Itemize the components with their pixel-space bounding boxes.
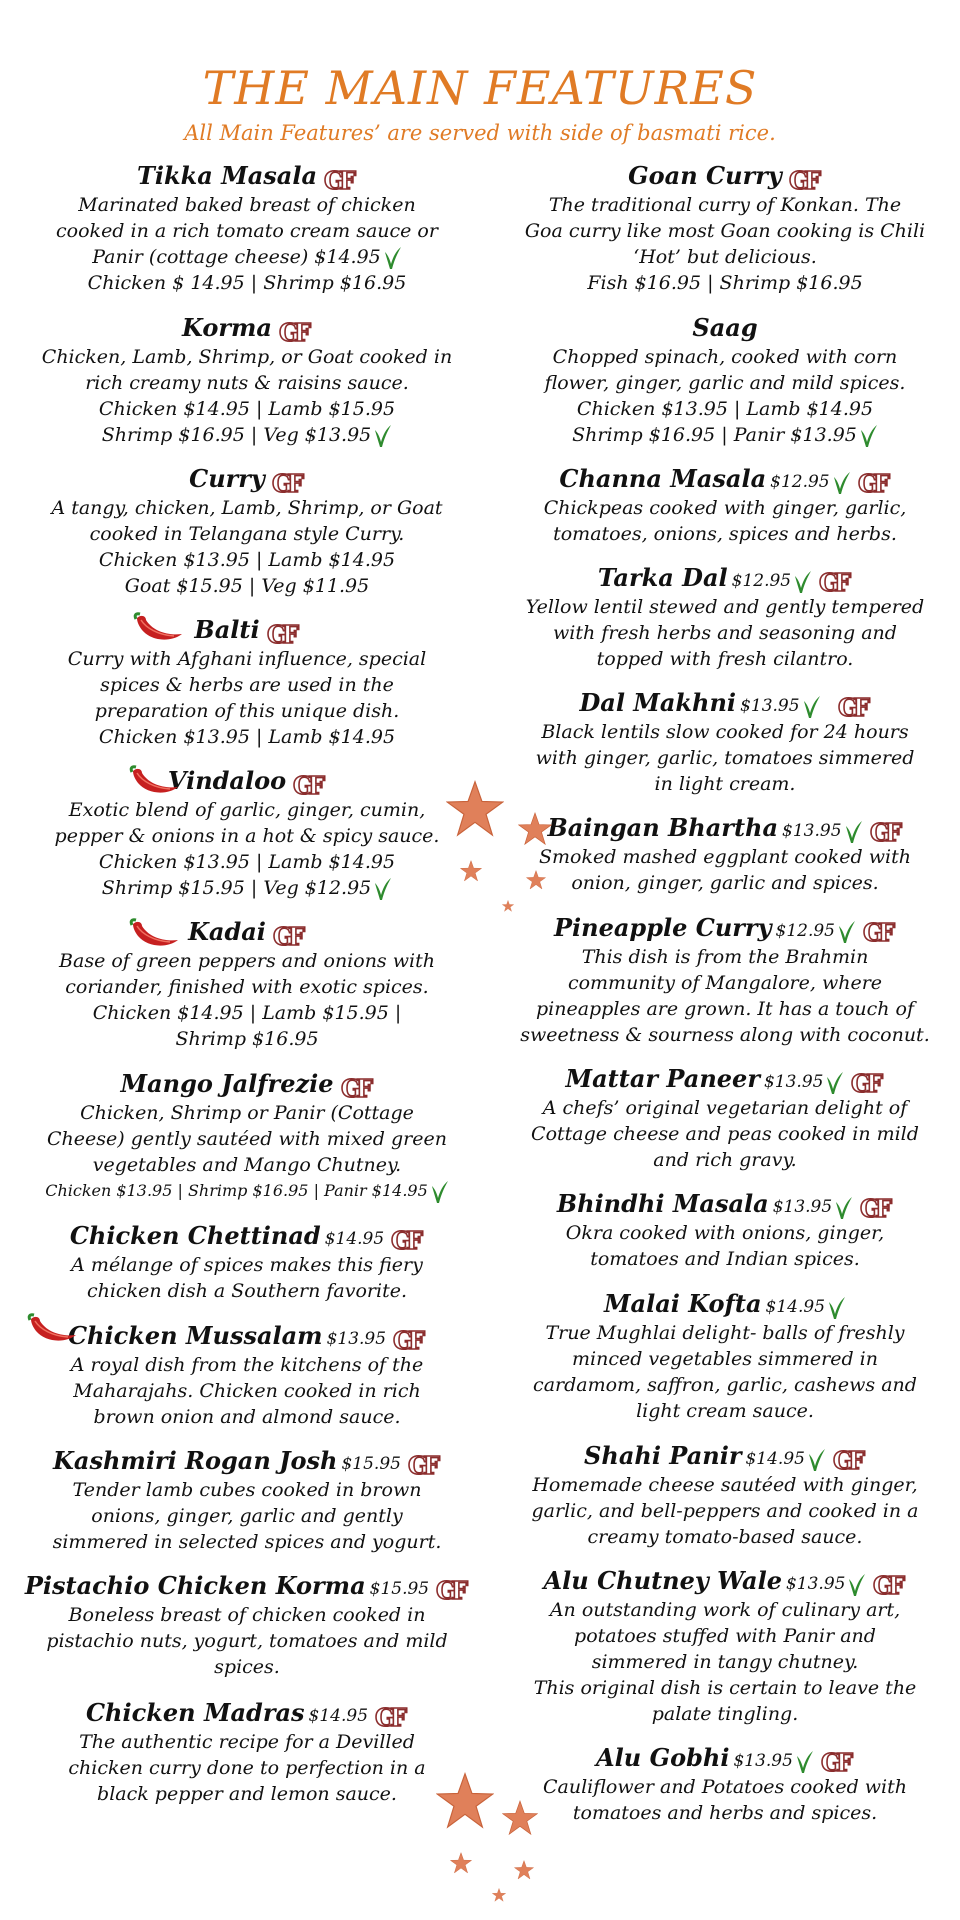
star-icon [460,860,482,882]
gluten-free-icon [271,470,305,496]
item-name: Tarka Dal [597,563,728,592]
item-description: Chicken, Shrimp or Panir (Cottage Cheese) gently sautéed with mixed green vegetables and Mango Chutney. [47,1102,447,1176]
star-icon [514,1860,534,1880]
vegetarian-leaf-icon [796,1750,814,1774]
chili-pepper-icon [128,918,180,950]
item-name: Vindaloo [167,766,287,795]
item-description: Boneless breast of chicken cooked in pistachio nuts, yogurt, tomatoes and mild spices. [46,1604,448,1678]
star-icon [502,900,514,912]
item-name: Chicken Mussalam [67,1321,323,1350]
gluten-free-icon [392,1327,426,1353]
item-name: Pistachio Chicken Korma [24,1571,366,1600]
item-price: $12.95 [775,921,835,941]
gluten-free-icon [869,819,903,845]
item-name: Bhindhi Masala [556,1189,769,1218]
item-price: $13.95 [772,1197,833,1217]
vegetarian-leaf-icon [835,1196,853,1220]
item-price: $12.95 [770,472,830,492]
item-name: Channa Masala [559,464,767,493]
star-icon [518,812,552,846]
item-description: A chefs’ original vegetarian delight of Cottage cheese and peas cooked in mild and rich gravy. [531,1097,919,1171]
item-prices: Fish $16.95 | Shrimp $16.95 [587,272,863,294]
item-description: Tender lamb cubes cooked in brown onions, ginger, garlic and gently simmered in selected spices and yogurt. [52,1479,442,1553]
item-description: True Mughlai delight- balls of freshly minced vegetables simmered in cardamom, saffron, garlic, cashews and light cream sauce. [533,1322,917,1422]
gluten-free-icon [292,772,326,798]
gluten-free-icon [872,1572,906,1598]
item-price: $13.95 [733,1751,793,1771]
item-price: $14.95 [308,1706,369,1726]
item-description: A tangy, chicken, Lamb, Shrimp, or Goat cooked in Telangana style Curry. [51,497,443,545]
star-icon [492,1888,506,1902]
gluten-free-icon [407,1452,441,1478]
item-description: A royal dish from the kitchens of the Maharajahs. Chicken cooked in rich brown onion and almond sauce. [70,1354,424,1428]
item-name: Goan Curry [628,161,782,190]
menu-item-pineapple-curry [505,912,945,1048]
gluten-free-icon [859,1195,893,1221]
item-price: $13.95 [782,821,842,841]
item-price: $14.95 [324,1229,385,1249]
gluten-free-icon [837,694,871,720]
vegetarian-leaf-icon [826,1071,844,1095]
star-icon [450,1852,472,1874]
menu-item-tarka-dal [505,562,945,672]
item-price: $13.95 [785,1574,846,1594]
vegetarian-leaf-icon [803,695,821,719]
vegetarian-leaf-icon [828,1296,846,1320]
menu-item-chicken-madras [22,1697,472,1807]
gluten-free-icon [850,1070,884,1096]
menu-item-tikka-masala [22,160,472,296]
gluten-free-icon [272,923,306,949]
menu-item-chicken-mussalam [22,1320,472,1430]
item-name: Chicken Madras [85,1698,305,1727]
menu-item-shahi-panir [505,1440,945,1550]
menu-item-pistachio-chicken-korma [22,1570,472,1680]
item-name: Curry [189,464,265,493]
menu-item-alu-chutney-wale [505,1565,945,1727]
item-description: Base of green peppers and onions with coriander, finished with exotic spices. [59,950,435,998]
item-name: Alu Chutney Wale [543,1566,782,1595]
item-price: $15.95 [369,1579,430,1599]
gluten-free-icon [820,1749,854,1775]
menu-item-vindaloo [22,765,472,901]
item-description: Chicken, Lamb, Shrimp, or Goat cooked in rich creamy nuts & raisins sauce. [41,346,453,394]
vegetarian-leaf-icon [838,920,856,944]
item-price: $12.95 [731,571,792,591]
menu-item-malai-kofta [505,1288,945,1424]
star-icon [436,1772,494,1830]
item-description: A mélange of spices makes this fiery chicken dish a Southern favorite. [71,1254,423,1302]
gluten-free-icon [435,1577,469,1603]
menu-item-dal-makhni [505,687,945,797]
menu-item-saag [505,312,945,448]
item-description: Curry with Afghani influence, special spices & herbs are used in the preparation of this unique dish. [67,648,427,722]
vegetarian-leaf-icon [384,246,402,270]
page-title: THE MAIN FEATURES [202,61,758,115]
chili-pepper-icon [128,765,180,797]
menu-item-bhindhi-masala [505,1188,945,1272]
star-icon [502,1800,538,1836]
menu-item-chicken-chettinad [22,1220,472,1304]
chili-pepper-icon [132,612,184,644]
item-name: Mattar Paneer [565,1064,760,1093]
gluten-free-icon [788,167,822,193]
item-description: The authentic recipe for a Devilled chicken curry done to perfection in a black pepper and lemon sauce. [68,1731,426,1805]
gluten-free-icon [857,470,891,496]
vegetarian-leaf-icon [374,424,392,448]
gluten-free-icon [323,167,357,193]
vegetarian-leaf-icon [794,570,812,594]
item-description: Marinated baked breast of chicken cooked in a rich tomato cream sauce or Panir (cottage cheese) $14.95 [56,194,438,268]
item-description: The traditional curry of Konkan. The Goa curry like most Goan cooking is Chili ‘Hot’ but delicious. [524,194,926,268]
vegetarian-leaf-icon [860,424,878,448]
menu-item-mango-jalfrezie [22,1068,472,1204]
item-name: Malai Kofta [603,1289,762,1318]
gluten-free-icon [818,569,852,595]
page-subtitle: All Main Features’ are served with side of basmati rice. [184,121,776,145]
gluten-free-icon [374,1704,408,1730]
vegetarian-leaf-icon [845,820,863,844]
item-price: $14.95 [745,1449,805,1469]
vegetarian-leaf-icon [848,1573,866,1597]
gluten-free-icon [832,1447,866,1473]
gluten-free-icon [266,621,300,647]
item-price: $15.95 [341,1454,401,1474]
item-name: Dal Makhni [579,688,737,717]
item-description: Smoked mashed eggplant cooked with onion, ginger, garlic and spices. [539,846,911,894]
gluten-free-icon [390,1227,424,1253]
vegetarian-leaf-icon [833,471,851,495]
item-name: Pineapple Curry [553,913,772,942]
item-description: Okra cooked with onions, ginger, tomatoes and Indian spices. [565,1222,885,1270]
chili-pepper-icon [26,1313,78,1345]
menu-item-goan-curry [505,160,945,296]
menu-item-kashmiri-rogan-josh [22,1445,472,1555]
gluten-free-icon [340,1075,374,1101]
item-prices: Chicken $13.95 | Lamb $14.95 [98,726,396,748]
item-prices: Chicken $13.95 | Lamb $14.95 Shrimp $16.95 | Panir $13.95 [505,396,945,448]
star-icon [446,780,504,838]
item-prices: Chicken $14.95 | Lamb $15.95 | Shrimp $16.95 [92,1002,402,1050]
item-name: Tikka Masala [137,161,317,190]
item-description: Chopped spinach, cooked with corn flower, ginger, garlic and mild spices. [544,346,906,394]
item-description: Homemade cheese sautéed with ginger, garlic, and bell-peppers and cooked in a creamy tomato-based sauce. [531,1474,919,1548]
item-name: Kadai [188,917,266,946]
menu-item-korma [22,312,472,448]
item-description: Exotic blend of garlic, ginger, cumin, pepper & onions in a hot & spicy sauce. [54,799,440,847]
item-name: Chicken Chettinad [69,1221,321,1250]
item-price: $13.95 [763,1072,824,1092]
item-prices: Chicken $ 14.95 | Shrimp $16.95 [87,272,407,294]
item-name: Kashmiri Rogan Josh [53,1446,338,1475]
item-prices: Chicken $13.95 | Lamb $14.95 Shrimp $15.95 | Veg $12.95 [98,851,396,899]
menu-item-kadai [22,916,472,1052]
menu-item-balti [22,614,472,750]
item-description: Chickpeas cooked with ginger, garlic, tomatoes, onions, spices and herbs. [543,497,907,545]
item-name: Baingan Bhartha [547,813,779,842]
item-name: Shahi Panir [584,1441,742,1470]
gluten-free-icon [862,919,896,945]
item-price: $13.95 [740,696,800,716]
item-name: Balti [194,615,260,644]
item-description: An outstanding work of culinary art, potatoes stuffed with Panir and simmered in tangy chutney. This original dish is certain to leave the palate tingling. [533,1599,917,1725]
item-prices: Chicken $13.95 | Shrimp $16.95 | Panir $14.95 [22,1178,472,1204]
menu-item-channa-masala [505,463,945,547]
menu-header [0,60,960,148]
menu-item-baingan-bhartha [505,812,945,896]
item-description: Yellow lentil stewed and gently tempered with fresh herbs and seasoning and topped with fresh cilantro. [525,596,925,670]
item-name: Mango Jalfrezie [120,1069,334,1098]
menu-item-alu-gobhi [505,1742,945,1826]
item-prices: Chicken $13.95 | Lamb $14.95 Goat $15.95 | Veg $11.95 [98,549,396,597]
vegetarian-leaf-icon [431,1180,449,1204]
item-description: Cauliflower and Potatoes cooked with tomatoes and herbs and spices. [543,1776,907,1824]
menu-item-curry [22,463,472,599]
item-price: $14.95 [765,1297,826,1317]
item-price: $13.95 [326,1329,387,1349]
item-name: Alu Gobhi [596,1743,730,1772]
item-description: This dish is from the Brahmin community of Mangalore, where pineapples are grown. It has a touch of sweetness & sourness along with coconut. [520,946,930,1046]
star-icon [526,870,546,890]
vegetarian-leaf-icon [808,1448,826,1472]
item-name: Korma [182,313,272,342]
vegetarian-leaf-icon [374,877,392,901]
menu-item-mattar-paneer [505,1063,945,1173]
item-prices: Chicken $14.95 | Lamb $15.95 Shrimp $16.95 | Veg $13.95 [98,398,396,446]
gluten-free-icon [278,319,312,345]
item-name: Saag [692,313,758,342]
item-description: Black lentils slow cooked for 24 hours with ginger, garlic, tomatoes simmered in light cream. [535,721,915,795]
